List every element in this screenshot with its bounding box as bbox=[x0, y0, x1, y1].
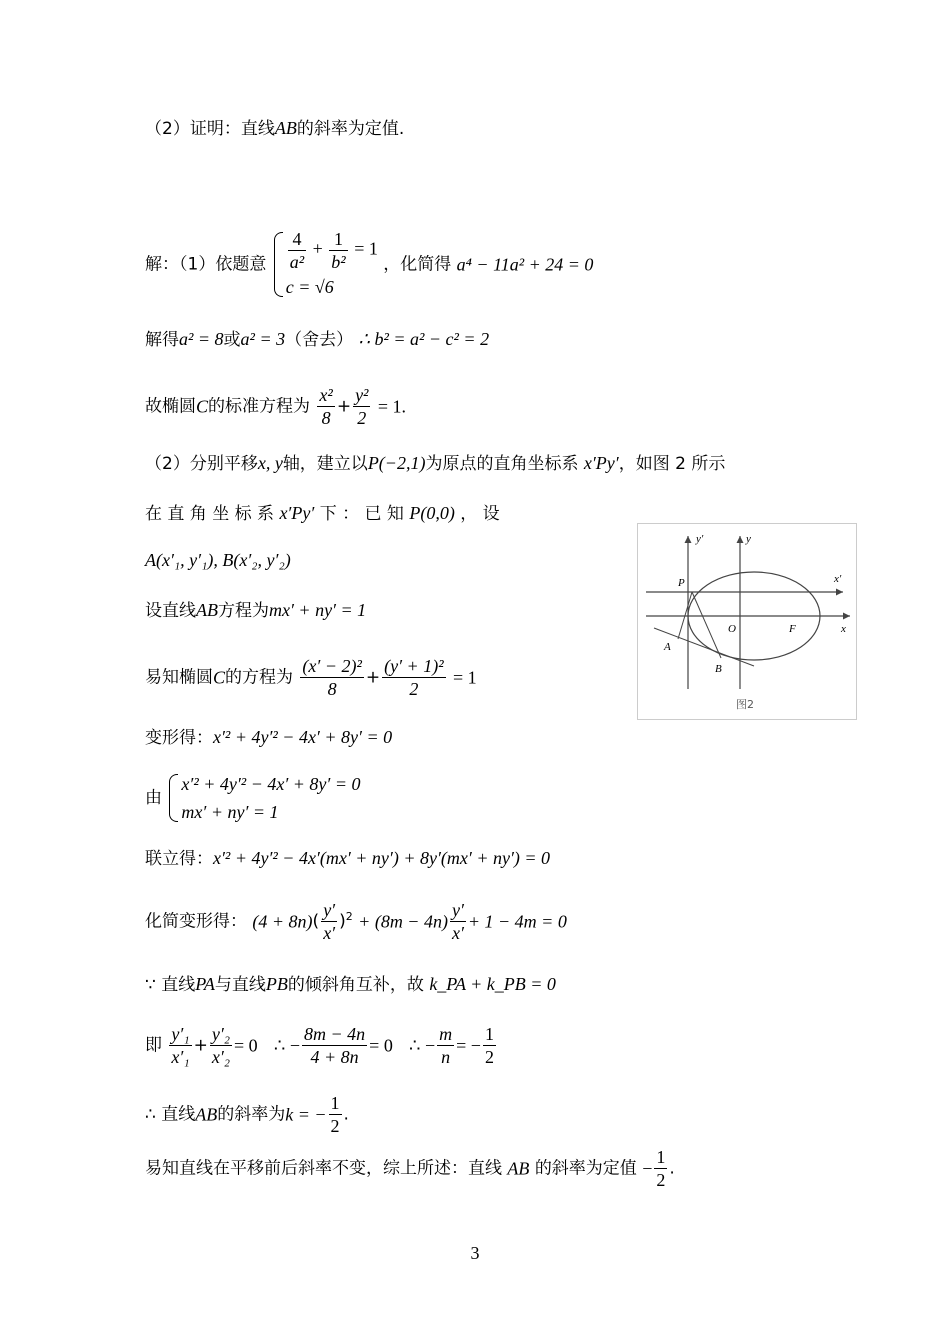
label-f: F bbox=[789, 623, 796, 635]
slopes-supplementary: ∵ 直线PA与直线PB的倾斜角互补，故 k_PA + k_PB = 0 bbox=[145, 974, 556, 995]
ellipse-equation-translated: 易知椭圆C的方程为 $\frac{\text{(x′ − 2)²}}{8}$ + $\frac{\text{(y′ + 1)²}}{2}$ = 1 bbox=[145, 656, 477, 699]
label-p: P bbox=[678, 577, 685, 589]
page-number: 3 bbox=[470, 1243, 480, 1263]
slope-result: ∴ 直线AB的斜率为k = − $\frac{1}{2}$ . bbox=[145, 1093, 349, 1136]
solution-line-2: 解得a² = 8或a² = 3（舍去） ∴ b² = a² − c² = 2 bbox=[145, 329, 490, 350]
label-b: B bbox=[715, 663, 722, 675]
label-y: y bbox=[746, 533, 751, 545]
combined-line: 联立得：x′² + 4y′² − 4x′(mx′ + ny′) + 8y′(mx′ + ny′) = 0 bbox=[145, 848, 551, 869]
part2-setup: （2）分别平移x, y轴，建立以P(−2,1)为原点的直角坐标系 x′Py′，如图 2 所示 bbox=[145, 453, 726, 474]
simplified-line: 化简变形得： (4 + 8n)( $\frac{y'}{x'}$ )$^2$ + (8m − 4n) $\frac{y'}{x'}$ + 1 − 4m = 0 bbox=[145, 900, 567, 943]
coord-system-line: 在 直 角 坐 标 系 x′Py′ 下 ： 已 知 P(0,0) ， 设 bbox=[145, 503, 500, 524]
figure-2 bbox=[637, 523, 857, 720]
line-ab-equation: 设直线AB方程为mx′ + ny′ = 1 bbox=[145, 600, 367, 621]
system-of-equations-2: x′² + 4y′² − 4x′ + 8y′ = 0 mx′ + ny′ = 1 bbox=[167, 770, 360, 826]
system-of-equations-1: $\frac{4}{\text{a²}}$ + $\frac{1}{\text{b²}}$ = 1 c = √6 bbox=[272, 228, 378, 301]
solution-line-3: 故椭圆C的标准方程为 $\frac{\text{x²}}{8}$ + $\frac{\text{y²}}{2}$ = 1. bbox=[145, 385, 407, 428]
label-xprime: x′ bbox=[834, 573, 842, 585]
points-ab: A(x′₁, y′₁), B(x′₂, y′₂) bbox=[145, 550, 291, 570]
system-line: 由 x′² + 4y′² − 4x′ + 8y′ = 0 mx′ + ny′ = 1 bbox=[145, 770, 361, 826]
label-o: O bbox=[728, 623, 736, 635]
transform-line: 变形得：x′² + 4y′² − 4x′ + 8y′ = 0 bbox=[145, 727, 393, 748]
conclusion: 易知直线在平移前后斜率不变，综上所述：直线 AB 的斜率为定值 − $\frac{1}{2}$ . bbox=[145, 1147, 675, 1190]
solution-line-1: 解：（1）依题意 $\frac{4}{\text{a²}}$ + $\frac{1}{\text{b²}}$ = 1 c = √6 ，化简得 a⁴ − 11a² + 24 = 0 bbox=[145, 228, 593, 301]
slope-relation: 即 $\frac{\text{y′₁}}{\text{x′₁}}$ + $\frac{\text{y′₂}}{\text{x′₂}}$ = 0 ∴ − $\frac{8m - 4n}{4 + 8n}$ = 0 ∴ − $\frac{m}{n}$ = − $\frac{1}{2}$ bbox=[145, 1024, 494, 1067]
part2-heading: （2）证明：直线AB的斜率为定值. bbox=[145, 118, 405, 139]
figure-caption: 图2 bbox=[736, 698, 754, 711]
label-x: x bbox=[841, 623, 846, 635]
label-a: A bbox=[664, 641, 671, 653]
label-yprime: y′ bbox=[696, 533, 704, 545]
ellipse-diagram bbox=[638, 524, 856, 719]
